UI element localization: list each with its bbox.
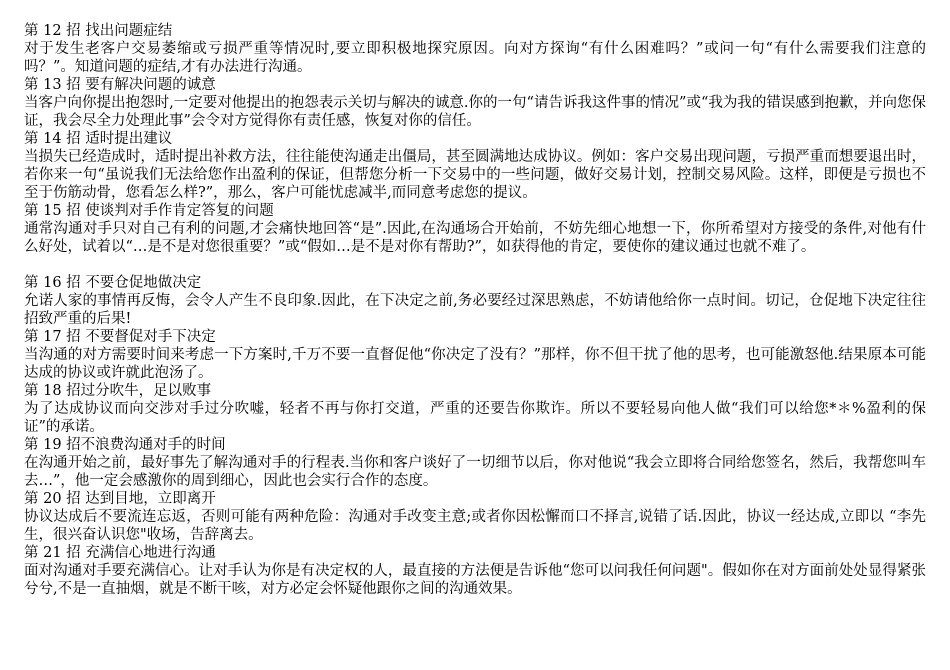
section-14 <box>24 130 926 202</box>
section-heading: 第 12 招 找出问题症结 <box>24 23 173 39</box>
section-heading: 第 18 招过分吹牛，足以败事 <box>24 383 212 399</box>
section-body: 为了达成协议而向交涉对手过分吹嘘，轻者不再与你打交道，严重的还要告你欺诈。所以不要轻易向他人做“我们可以给您*＊%盈利的保证”的承诺。 <box>24 401 926 435</box>
section-19 <box>24 436 926 490</box>
section-body: 协议达成后不要流连忘返，否则可能有两种危险：沟通对手改变主意;或者你因松懈而口不择言,说错了话.因此，协议一经达成,立即以 “李先生，很兴奋认识您"收场，告辞离去。 <box>24 509 926 543</box>
section-heading: 第 14 招 适时提出建议 <box>24 131 173 147</box>
section-body: 面对沟通对手要充满信心。让对手认为你是有决定权的人，最直接的方法便是告诉他“您可以问我任何问题"。假如你在对方面前处处显得紧张兮兮,不是一直抽烟，就是不断干咳，对方必定会怀疑他跟你之间的沟通效果。 <box>24 563 926 597</box>
section-body: 在沟通开始之前，最好事先了解沟通对手的行程表.当你和客户谈好了一切细节以后，你对他说“我会立即将合同给您签名，然后，我帮您叫车去…”，他一定会感激你的周到细心，因此也会实行合作的态度。 <box>24 455 926 489</box>
section-13 <box>24 76 926 130</box>
section-15 <box>24 202 926 256</box>
section-body: 当沟通的对方需要时间来考虑一下方案时,千万不要一直督促他“你决定了没有？”那样，你不但干扰了他的思考，也可能激怒他.结果原本可能达成的协议或许就此泡汤了。 <box>24 347 926 381</box>
section-heading: 第 16 招 不要仓促地做决定 <box>24 275 202 291</box>
section-18 <box>24 382 926 436</box>
section-body: 通常沟通对手只对自己有利的问题,才会痛快地回答“是”.因此,在沟通场合开始前，不妨先细心地想一下，你所希望对方接受的条件,对他有什么好处，试着以“…是不是对您很重要？”或“假如…是不是对你有帮助?”，如获得他的肯定，要使你的建议通过也就不难了。 <box>24 221 926 255</box>
section-body: 当客户向你提出抱怨时,一定要对他提出的抱怨表示关切与解决的诚意.你的一句“请告诉我这件事的情况”或“我为我的错误感到抱歉，并向您保证，我会尽全力处理此事”会令对方觉得你有责任感，恢复对你的信任。 <box>24 95 926 129</box>
section-17 <box>24 328 926 382</box>
section-heading: 第 20 招 达到目地，立即离开 <box>24 491 216 507</box>
section-body: 对于发生老客户交易萎缩或亏损严重等情况时,要立即积极地探究原因。向对方探询“有什么困难吗？”或问一句“有什么需要我们注意的吗？”。知道问题的症结,才有办法进行沟通。 <box>24 41 926 75</box>
section-20 <box>24 490 926 544</box>
blank-line <box>24 256 926 274</box>
section-16 <box>24 274 926 328</box>
section-heading: 第 21 招 充满信心地进行沟通 <box>24 545 216 561</box>
section-heading: 第 15 招 使谈判对手作肯定答复的问题 <box>24 203 274 219</box>
section-body: 允诺人家的事情再反悔，会令人产生不良印象.因此，在下决定之前,务必要经过深思熟虑，不妨请他给你一点时间。切记，仓促地下决定往往招致严重的后果! <box>24 293 926 327</box>
section-12 <box>24 22 926 76</box>
section-heading: 第 17 招 不要督促对手下决定 <box>24 329 216 345</box>
section-21 <box>24 544 926 598</box>
section-heading: 第 13 招 要有解决问题的诚意 <box>24 77 216 93</box>
section-heading: 第 19 招不浪费沟通对手的时间 <box>24 437 226 453</box>
section-body: 当损失已经造成时，适时提出补救方法，往往能使沟通走出僵局，甚至圆满地达成协议。例如：客户交易出现问题，亏损严重而想要退出时，若你来一句“虽说我们无法给您作出盈利的保证，但帮您分析一下交易中的一些问题，做好交易计划，控制交易风险。这样，即便是亏损也不至于伤筋动骨，您看怎么样?”，那么，客户可能忧虑减半,而同意考虑您的提议。 <box>24 149 926 201</box>
